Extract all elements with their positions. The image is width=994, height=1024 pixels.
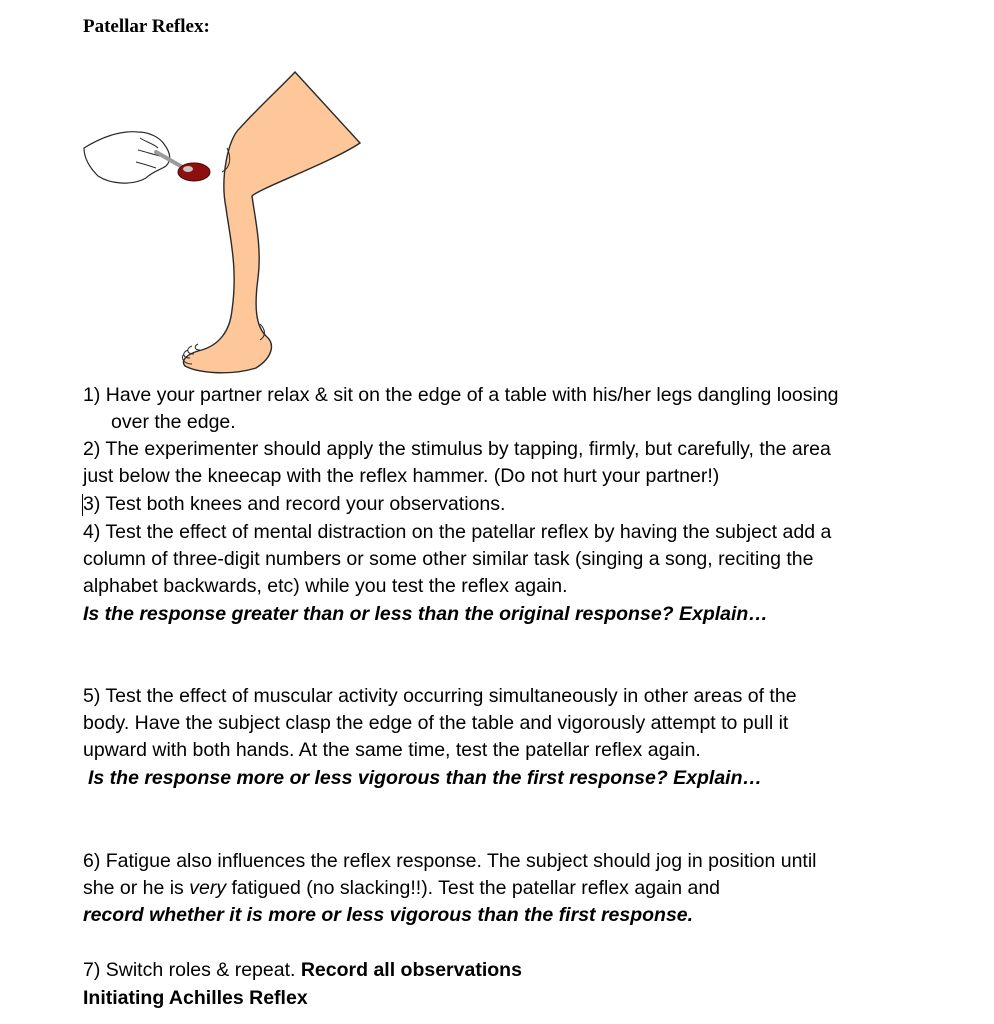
next-section-heading: Initiating Achilles Reflex [83, 987, 308, 1009]
step-6-text-b: fatigued (no slacking!!). Test the patellar reflex again and [226, 877, 721, 899]
question-4: Is the response greater than or less than the original response? Explain… [83, 603, 768, 625]
step-5-line-1: 5) Test the effect of muscular activity occurring simultaneously in other areas of the [83, 685, 797, 707]
leg-shape [183, 72, 360, 373]
step-4-line-2: column of three-digit numbers or some other similar task (singing a song, reciting the [83, 548, 814, 570]
step-4-line-3: alphabet backwards, etc) while you test the reflex again. [83, 575, 568, 597]
step-6-text-a: she or he is [83, 877, 190, 899]
question-5: Is the response more or less vigorous than the first response? Explain… [88, 767, 763, 789]
step-6-line-3: record whether it is more or less vigorous than the first response. [83, 904, 694, 926]
step-2-line-2: just below the kneecap with the reflex hammer. (Do not hurt your partner!) [83, 465, 720, 487]
step-2-line-1: 2) The experimenter should apply the stimulus by tapping, firmly, but carefully, the area [83, 438, 831, 460]
step-3: 3) Test both knees and record your observations. [83, 493, 506, 515]
step-5-line-3: upward with both hands. At the same time, test the patellar reflex again. [83, 739, 701, 761]
step-7-text: 7) Switch roles & repeat. [83, 959, 301, 981]
page-title: Patellar Reflex: [83, 16, 210, 37]
step-7 [83, 957, 522, 984]
step-7-bold: Record all observations [300, 959, 522, 981]
step-6-emphasis: very [189, 877, 227, 899]
step-6-line-2 [83, 875, 720, 902]
step-5-line-2: body. Have the subject clasp the edge of the table and vigorously attempt to pull it [83, 712, 789, 734]
hand-shape [84, 132, 170, 183]
step-6-line-1: 6) Fatigue also influences the reflex response. The subject should jog in position until [83, 850, 817, 872]
step-4-line-1: 4) Test the effect of mental distraction on the patellar reflex by having the subject add a [83, 521, 832, 543]
step-1-line-1: 1) Have your partner relax & sit on the edge of a table with his/her legs dangling loosing [83, 384, 839, 406]
knee-reflex-hammer-icon [80, 68, 380, 380]
hammer-head [178, 163, 210, 181]
step-1-line-2: over the edge. [111, 411, 236, 433]
